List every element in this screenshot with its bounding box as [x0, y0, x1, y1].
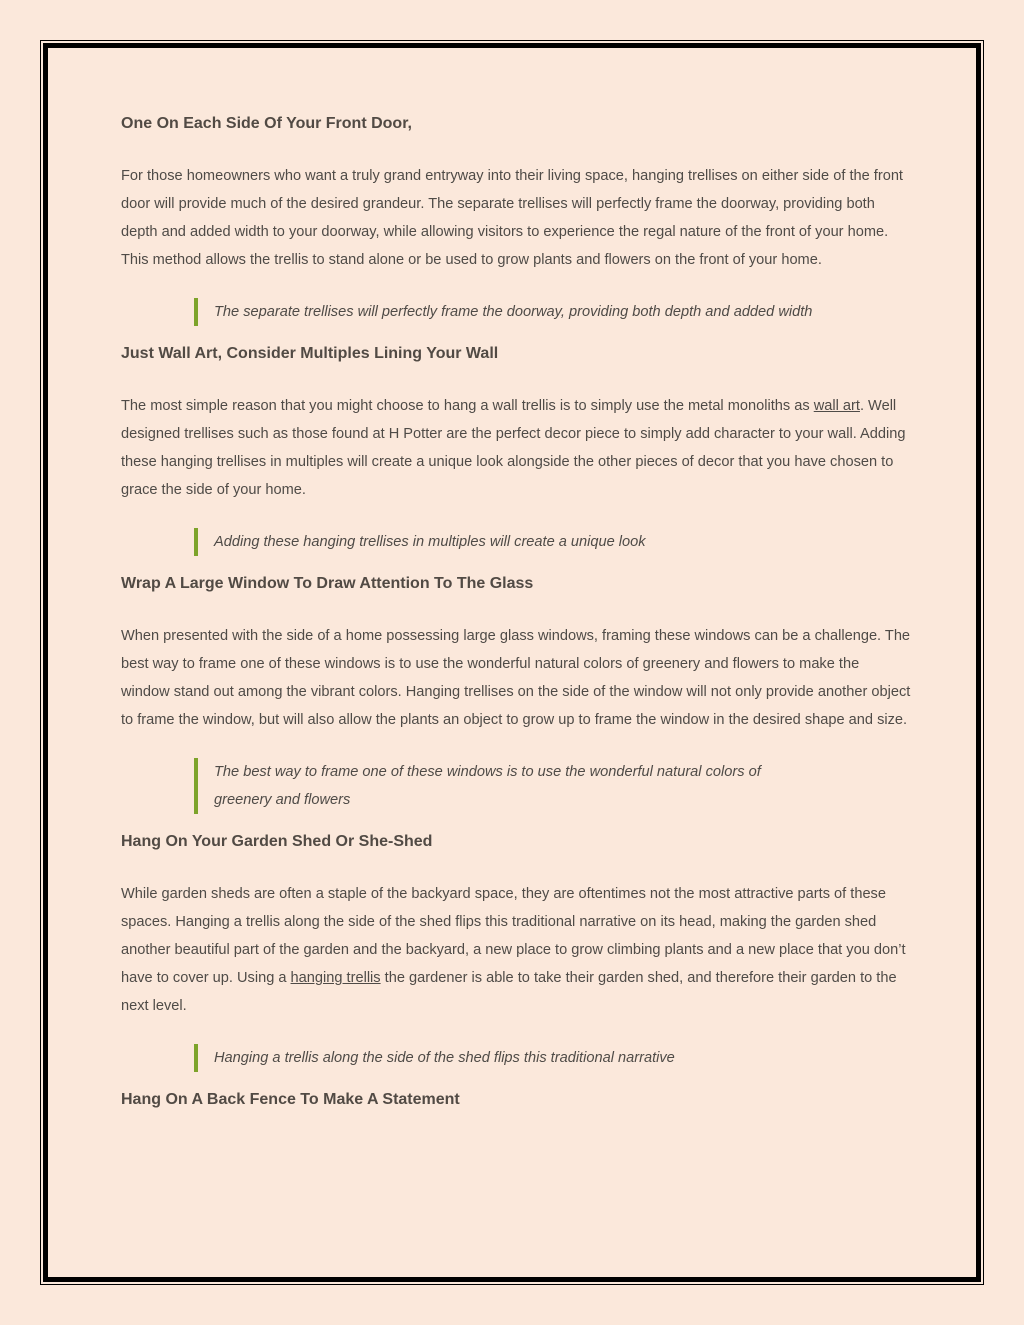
document-body — [121, 110, 911, 1138]
section-paragraph — [121, 392, 911, 504]
wall-art-link[interactable]: wall art — [813, 398, 860, 414]
pull-quote: The best way to frame one of these windows is to use the wonderful natural colors of greenery and flowers — [194, 758, 814, 814]
hanging-trellis-link[interactable]: hanging trellis — [290, 970, 381, 986]
paragraph-text: . Well designed trellises such as those found at H Potter are the perfect decor piece to simply add character to your wall. Adding these hanging trellises in multiples will create a unique look alongside the other pieces of decor that you have chosen to grace the side of your home. — [121, 398, 906, 498]
paragraph-text: the gardener is able to take their garden shed, and therefore their garden to the next level. — [121, 970, 897, 1014]
section-heading: Hang On Your Garden Shed Or She-Shed — [121, 833, 433, 850]
section-heading: One On Each Side Of Your Front Door, — [121, 115, 412, 132]
section-paragraph — [121, 880, 911, 1020]
section-heading: Wrap A Large Window To Draw Attention To The Glass — [121, 575, 534, 592]
section-paragraph: For those homeowners who want a truly grand entryway into their living space, hanging trellises on either side of the front door will provide much of the desired grandeur. The separate trellises will perfectly frame the doorway, providing both depth and added width to your doorway, while allowing visitors to experience the regal nature of the front of your home. This method allows the trellis to stand alone or be used to grow plants and flowers on the front of your home. — [121, 168, 903, 268]
paragraph-text: The most simple reason that you might choose to hang a wall trellis is to simply use the metal monoliths as — [121, 398, 814, 414]
pull-quote: Adding these hanging trellises in multiples will create a unique look — [194, 528, 814, 556]
pull-quote: The separate trellises will perfectly frame the doorway, providing both depth and added width — [194, 298, 814, 326]
pull-quote: Hanging a trellis along the side of the shed flips this traditional narrative — [194, 1044, 814, 1072]
section-heading: Hang On A Back Fence To Make A Statement — [121, 1091, 460, 1108]
section-heading: Just Wall Art, Consider Multiples Lining Your Wall — [121, 345, 499, 362]
paragraph-text: While garden sheds are often a staple of the backyard space, they are oftentimes not the most attractive parts of these spaces. Hanging a trellis along the side of the shed flips this traditional narrative on its head, making the garden shed another beautiful part of the garden and the backyard, a new place to grow climbing plants and a new place that you don’t have to cover up. Using a — [121, 886, 906, 986]
section-paragraph: When presented with the side of a home possessing large glass windows, framing these windows can be a challenge. The best way to frame one of these windows is to use the wonderful natural colors of greenery and flowers to make the window stand out among the vibrant colors. Hanging trellises on the side of the window will not only provide another object to frame the window, but will also allow the plants an object to grow up to frame the window in the desired shape and size. — [121, 628, 911, 728]
